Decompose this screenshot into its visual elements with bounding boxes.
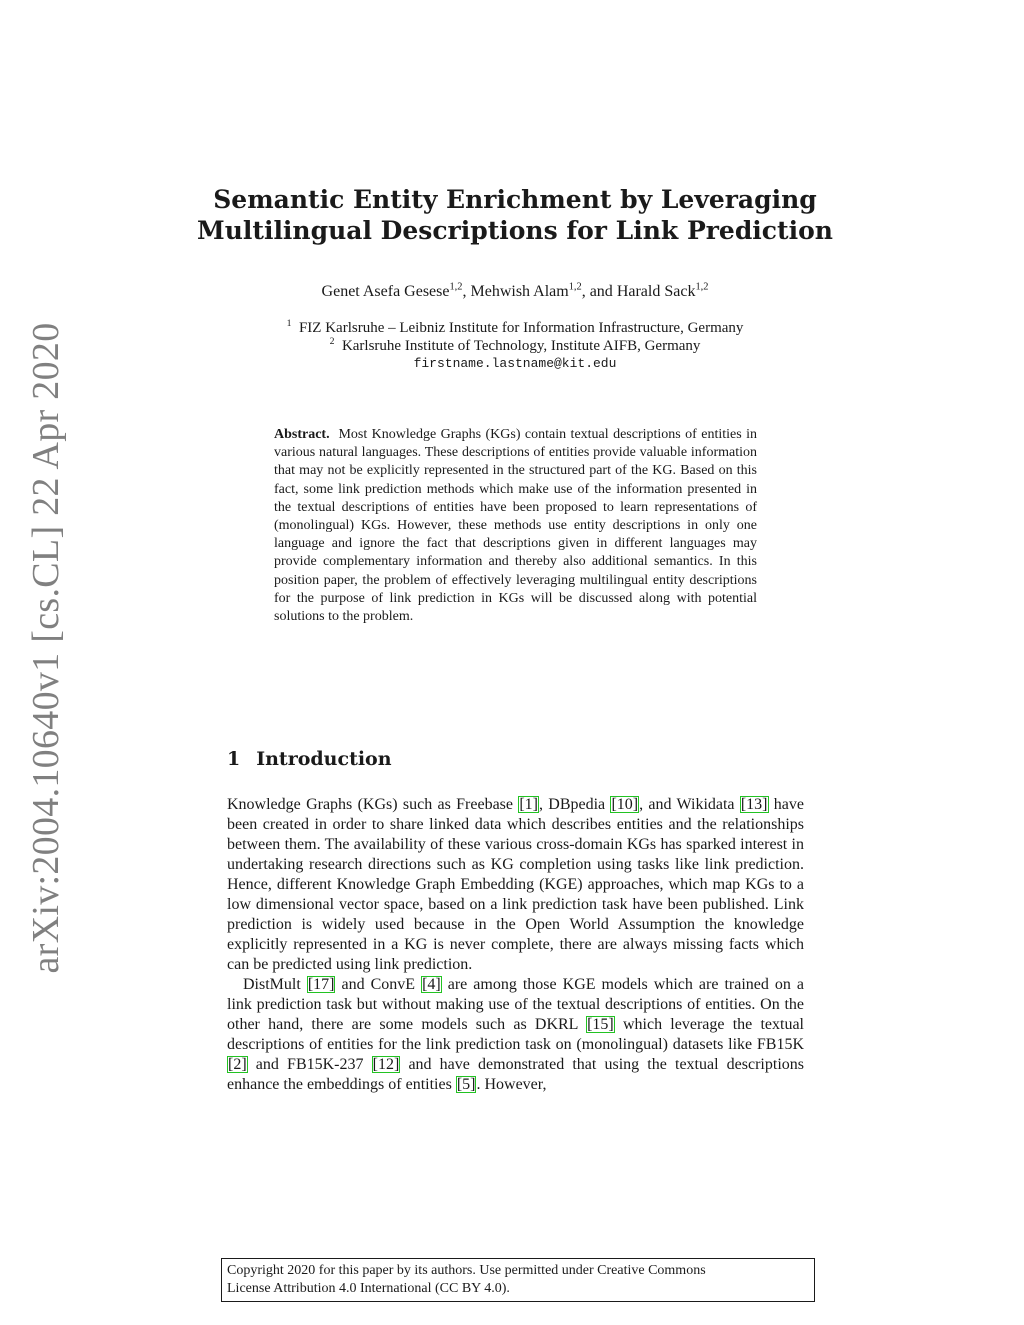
text-run: and ConvE <box>335 976 422 993</box>
arxiv-identifier: arXiv:2004.10640v1 [cs.CL] 22 Apr 2020 <box>25 322 67 974</box>
citation-link[interactable]: [4] <box>422 976 441 993</box>
copyright-line-2: License Attribution 4.0 International (CC BY 4.0). <box>227 1281 510 1296</box>
affiliation-text: Karlsruhe Institute of Technology, Institute AIFB, Germany <box>341 338 701 354</box>
text-run: , and Wikidata <box>639 796 740 813</box>
author-name: Mehwish Alam <box>470 283 569 300</box>
affiliations <box>160 319 870 373</box>
text-run: , DBpedia <box>538 796 611 813</box>
affiliation-mark: 2 <box>329 336 335 347</box>
citation-link[interactable]: [1] <box>519 796 538 813</box>
text-run: have been created in order to share linked data which describes entities and the relationships between them. The availability of these various cross-domain KGs has sparked interest in undertaking research directions such as KG completion using tasks like link prediction. Hence, different Knowledge Graph Embedding (KGE) approaches, which map KGs to a low dimensional vector space, based on a link prediction task have been published. Link prediction is widely used because in the Open World Assumption the knowledge explicitly represented in a KG is never complete, there are always missing facts which can be predicted using link prediction. <box>227 796 805 973</box>
text-run: are among those KGE models which are trained on a link prediction task but without making use of the textual descriptions of entities. On the other hand, there are some models such as DKRL <box>227 976 805 1033</box>
text-run: and FB15K-237 <box>247 1056 372 1073</box>
text-run: which leverage the textual descriptions of entities for the link prediction task on (monolingual) datasets like FB15K <box>227 1016 805 1053</box>
author-affiliation-mark: 1,2 <box>568 281 582 293</box>
text-run: . However, <box>476 1076 547 1093</box>
author-separator: , and <box>581 283 617 300</box>
affiliation-text: FIZ Karlsruhe – Leibniz Institute for Information Infrastructure, Germany <box>298 320 744 336</box>
author-affiliation-mark: 1,2 <box>449 281 463 293</box>
citation-link[interactable]: [12] <box>372 1056 400 1073</box>
section-title: Introduction <box>256 748 392 770</box>
author-name: Harald Sack <box>616 283 696 300</box>
author-email: firstname.lastname@kit.edu <box>413 356 617 371</box>
author-name: Genet Asefa Gesese <box>321 283 450 300</box>
intro-paragraph-1 <box>227 795 804 975</box>
copyright-line-1: Copyright 2020 for this paper by its authors. Use permitted under Creative Commons <box>227 1263 706 1278</box>
author-affiliation-mark: 1,2 <box>695 281 709 293</box>
citation-link[interactable]: [2] <box>228 1056 247 1073</box>
citation-link[interactable]: [10] <box>611 796 639 813</box>
citation-link[interactable]: [5] <box>456 1076 476 1093</box>
section-heading <box>227 748 392 770</box>
abstract <box>274 426 757 626</box>
title-line-1: Semantic Entity Enrichment by Leveraging <box>213 185 817 214</box>
citation-link[interactable]: [13] <box>740 796 768 813</box>
text-run: and have demonstrated that using the textual descriptions enhance the embeddings of entities <box>227 1056 804 1093</box>
introduction-body <box>227 795 804 1095</box>
title-line-2: Multilingual Descriptions for Link Prediction <box>197 216 833 245</box>
copyright-box <box>221 1258 815 1302</box>
citation-link[interactable]: [17] <box>307 976 335 993</box>
section-number: 1 <box>227 748 241 770</box>
text-run: DistMult <box>243 976 307 993</box>
abstract-label: Abstract. <box>274 427 330 442</box>
paper-title <box>160 184 870 246</box>
affiliation-1 <box>160 319 870 337</box>
intro-paragraph-2 <box>227 975 804 1095</box>
affiliation-mark: 1 <box>286 318 292 329</box>
citation-link[interactable]: [15] <box>587 1016 614 1033</box>
affiliation-2 <box>160 337 870 355</box>
author-separator: , <box>462 283 471 300</box>
abstract-text: Most Knowledge Graphs (KGs) contain textual descriptions of entities in various natural languages. These descriptions of entities provide valuable information that may not be explicitly represented in the structured part of the KG. Based on this fact, some link prediction methods which make use of the information presented in the textual descriptions of entities have been proposed to learn representations of (monolingual) KGs. However, these methods use entity descriptions in only one language and ignore the fact that descriptions given in different languages may provide complementary information and thereby also additional semantics. In this position paper, the problem of effectively leveraging multilingual entity descriptions for the purpose of link prediction in KGs will be discussed along with potential solutions to the problem. <box>274 427 758 625</box>
text-run: Knowledge Graphs (KGs) such as Freebase <box>227 796 519 813</box>
author-list <box>160 283 870 301</box>
